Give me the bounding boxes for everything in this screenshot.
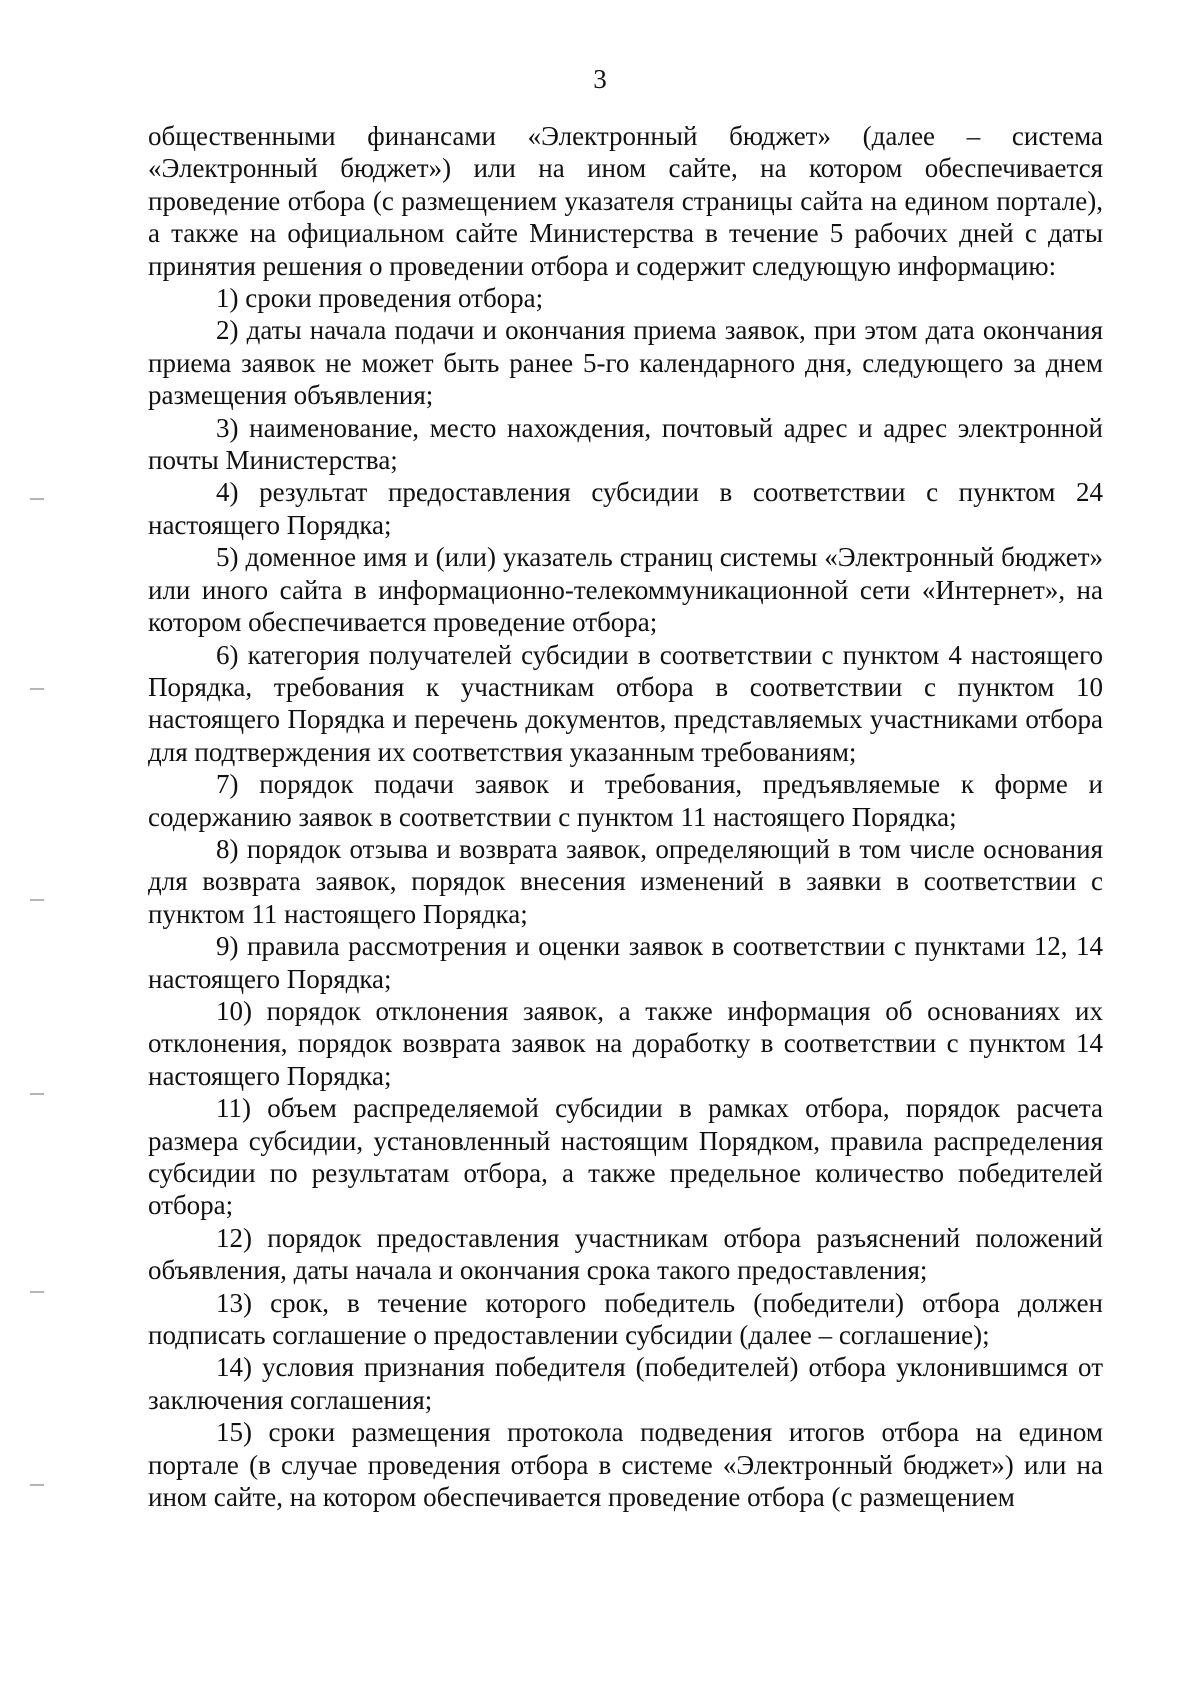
list-item-10: 10) порядок отклонения заявок, а также информация об основаниях их отклонения, порядок возврата заявок на доработку в соответствии с пунктом 14 настоящего Порядка; xyxy=(148,995,1103,1091)
scan-mark xyxy=(30,899,44,901)
list-item-15: 15) сроки размещения протокола подведения итогов отбора на едином портале (в случае проведения отбора в системе «Электронный бюджет») или на ином сайте, на котором обеспечивается проведение отбора (с размещением xyxy=(148,1417,1103,1513)
list-item-9: 9) правила рассмотрения и оценки заявок в соответствии с пунктами 12, 14 настоящего Порядка; xyxy=(148,931,1103,994)
scan-mark xyxy=(30,1484,44,1486)
scan-mark xyxy=(30,688,44,690)
scan-mark xyxy=(30,498,44,500)
list-item-7: 7) порядок подачи заявок и требования, предъявляемые к форме и содержанию заявок в соответствии с пунктом 11 настоящего Порядка; xyxy=(148,769,1103,832)
list-item-11: 11) объем распределяемой субсидии в рамках отбора, порядок расчета размера субсидии, установленный настоящим Порядком, правила распределения субсидии по результатам отбора, а также предельное количество победителей отбора; xyxy=(148,1093,1103,1221)
list-item-4: 4) результат предоставления субсидии в соответствии с пунктом 24 настоящего Порядка; xyxy=(148,477,1103,540)
list-item-6: 6) категория получателей субсидии в соответствии с пунктом 4 настоящего Порядка, требования к участникам отбора в соответствии с пунктом 10 настоящего Порядка и перечень документов, представляемых участниками отбора для подтверждения их соответствия указанным требованиям; xyxy=(148,639,1103,767)
scan-mark xyxy=(30,1291,44,1293)
scan-mark xyxy=(30,1093,44,1095)
list-item-1: 1) сроки проведения отбора; xyxy=(216,283,544,314)
list-item-5: 5) доменное имя и (или) указатель страниц системы «Электронный бюджет» или иного сайта в информационно-телекоммуникационной сети «Интернет», на котором обеспечивается проведение отбора; xyxy=(148,542,1103,638)
list-item-13: 13) срок, в течение которого победитель (победители) отбора должен подписать соглашение о предоставлении субсидии (далее – соглашение); xyxy=(148,1287,1103,1351)
page-number: 3 xyxy=(593,64,607,94)
list-item-8: 8) порядок отзыва и возврата заявок, определяющий в том числе основания для возврата заявок, порядок внесения изменений в заявки в соответствии с пунктом 11 настоящего Порядка; xyxy=(148,833,1103,929)
list-item-14: 14) условия признания победителя (победителей) отбора уклонившимся от заключения соглашения; xyxy=(148,1352,1103,1415)
list-item-12: 12) порядок предоставления участникам отбора разъяснений положений объявления, даты начала и окончания срока такого предоставления; xyxy=(148,1222,1103,1286)
intro-paragraph: общественными финансами «Электронный бюджет» (далее – система «Электронный бюджет») или на ином сайте, на котором обеспечивается проведение отбора (с размещением указателя страницы сайта на едином портале), а также на официальном сайте Министерства в течение 5 рабочих дней с даты принятия решения о проведении отбора и содержит следующую информацию: xyxy=(148,121,1103,281)
list-item-3: 3) наименование, место нахождения, почтовый адрес и адрес электронной почты Министерства; xyxy=(148,412,1103,476)
list-item-2: 2) даты начала подачи и окончания приема заявок, при этом дата окончания приема заявок не может быть ранее 5-го календарного дня, следующего за днем размещения объявления; xyxy=(148,315,1103,411)
document-body xyxy=(148,120,1103,1513)
